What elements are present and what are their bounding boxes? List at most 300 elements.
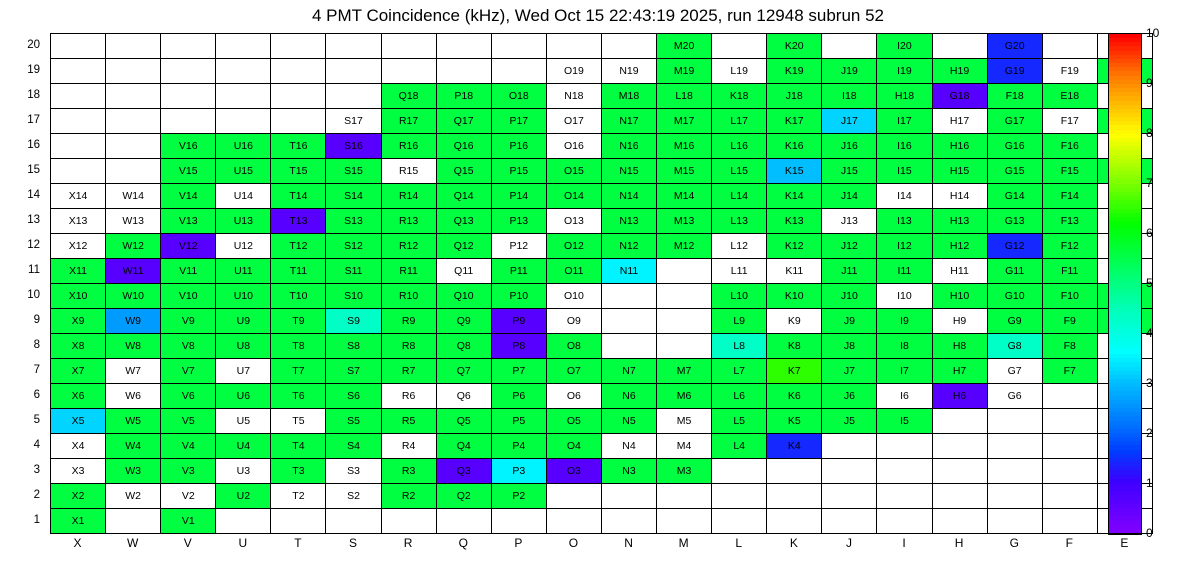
heatmap-cell: J18 xyxy=(767,84,822,109)
heatmap-cell-empty xyxy=(822,484,877,509)
heatmap-cell: X11 xyxy=(51,259,106,284)
heatmap-cell: F8 xyxy=(1043,334,1098,359)
heatmap-cell: M14 xyxy=(657,184,712,209)
heatmap-cell: F7 xyxy=(1043,359,1098,384)
colorbar-tick: 0 xyxy=(1146,526,1153,540)
heatmap-cell: M12 xyxy=(657,234,712,259)
heatmap-cell: P6 xyxy=(492,384,547,409)
heatmap-cell-empty xyxy=(51,134,106,159)
heatmap-cell: U10 xyxy=(216,284,271,309)
heatmap-cell: V12 xyxy=(161,234,216,259)
heatmap-cell-empty xyxy=(106,159,161,184)
heatmap-row xyxy=(51,234,1153,259)
heatmap-cell: S16 xyxy=(326,134,381,159)
heatmap-cell-empty xyxy=(106,509,161,534)
heatmap-cell: J6 xyxy=(822,384,877,409)
heatmap-cell: P14 xyxy=(492,184,547,209)
heatmap-cell: G13 xyxy=(988,209,1043,234)
heatmap-cell: O19 xyxy=(547,59,602,84)
heatmap-cell-empty xyxy=(988,409,1043,434)
heatmap-cell-empty xyxy=(216,84,271,109)
heatmap-cell: H11 xyxy=(933,259,988,284)
heatmap-cell: G19 xyxy=(988,59,1043,84)
heatmap-cell: P17 xyxy=(492,109,547,134)
heatmap-cell: V7 xyxy=(161,359,216,384)
heatmap-cell: G12 xyxy=(988,234,1043,259)
y-axis-tick: 1 xyxy=(33,514,40,526)
heatmap-cell: P13 xyxy=(492,209,547,234)
heatmap-cell: X10 xyxy=(51,284,106,309)
heatmap-cell: S7 xyxy=(326,359,381,384)
heatmap-cell: H18 xyxy=(877,84,932,109)
heatmap-cell-empty xyxy=(602,284,657,309)
heatmap-cell-empty xyxy=(988,459,1043,484)
heatmap-cell-empty xyxy=(933,509,988,534)
colorbar-tick: 5 xyxy=(1146,276,1153,290)
heatmap-cell: R7 xyxy=(382,359,437,384)
heatmap-cell-empty xyxy=(933,434,988,459)
heatmap-cell-empty xyxy=(602,334,657,359)
x-axis-tick: E xyxy=(1120,536,1129,550)
heatmap-cell: M19 xyxy=(657,59,712,84)
heatmap-cell: N11 xyxy=(602,259,657,284)
heatmap-cell-empty xyxy=(161,59,216,84)
heatmap-cell: T16 xyxy=(271,134,326,159)
heatmap-cell: L6 xyxy=(712,384,767,409)
heatmap-cell: J9 xyxy=(822,309,877,334)
colorbar-ticks xyxy=(1142,26,1182,540)
heatmap-cell: L7 xyxy=(712,359,767,384)
heatmap-cell: S15 xyxy=(326,159,381,184)
heatmap-cell: K20 xyxy=(767,34,822,59)
heatmap-cell: L9 xyxy=(712,309,767,334)
heatmap-cell-empty xyxy=(657,284,712,309)
heatmap-cell: J19 xyxy=(822,59,877,84)
heatmap-cell: I16 xyxy=(877,134,932,159)
heatmap-cell-empty xyxy=(1043,384,1098,409)
heatmap-cell: J11 xyxy=(822,259,877,284)
heatmap-cell: H12 xyxy=(933,234,988,259)
heatmap-cell: Q11 xyxy=(437,259,492,284)
heatmap-cell: T13 xyxy=(271,209,326,234)
heatmap-cell: U15 xyxy=(216,159,271,184)
heatmap-cell-empty xyxy=(492,34,547,59)
heatmap-cell-empty xyxy=(382,34,437,59)
x-axis-tick: H xyxy=(954,536,964,550)
heatmap-cell: N13 xyxy=(602,209,657,234)
y-axis-tick: 2 xyxy=(33,489,40,501)
heatmap-cell-empty xyxy=(271,509,326,534)
colorbar-tick: 6 xyxy=(1146,226,1153,240)
heatmap-cell: X12 xyxy=(51,234,106,259)
heatmap-cell-empty xyxy=(271,34,326,59)
colorbar-tick: 4 xyxy=(1146,326,1153,340)
heatmap-row xyxy=(51,34,1153,59)
colorbar-tick: 7 xyxy=(1146,176,1153,190)
heatmap-cell: V3 xyxy=(161,459,216,484)
x-axis-tick: I xyxy=(902,536,906,550)
heatmap-cell-empty xyxy=(106,109,161,134)
heatmap-cell: U16 xyxy=(216,134,271,159)
heatmap-cell: U3 xyxy=(216,459,271,484)
heatmap-cell: N14 xyxy=(602,184,657,209)
heatmap-cell: Q10 xyxy=(437,284,492,309)
heatmap-cell-empty xyxy=(437,59,492,84)
heatmap-cell: G14 xyxy=(988,184,1043,209)
heatmap-cell: F13 xyxy=(1043,209,1098,234)
heatmap-cell-empty xyxy=(988,509,1043,534)
heatmap-cell: V15 xyxy=(161,159,216,184)
heatmap-cell: M4 xyxy=(657,434,712,459)
heatmap-cell: R15 xyxy=(382,159,437,184)
heatmap-cell: L15 xyxy=(712,159,767,184)
heatmap-cell: L12 xyxy=(712,234,767,259)
heatmap-cell-empty xyxy=(1043,509,1098,534)
heatmap-cell-empty xyxy=(988,484,1043,509)
x-axis-tick: R xyxy=(403,536,413,550)
heatmap-cell: J7 xyxy=(822,359,877,384)
heatmap-cell: F11 xyxy=(1043,259,1098,284)
heatmap-cell: N3 xyxy=(602,459,657,484)
x-axis-tick: T xyxy=(294,536,302,550)
heatmap-cell: R3 xyxy=(382,459,437,484)
heatmap-cell: S10 xyxy=(326,284,381,309)
heatmap-cell-empty xyxy=(326,34,381,59)
heatmap-cell: V1 xyxy=(161,509,216,534)
heatmap-cell: I9 xyxy=(877,309,932,334)
heatmap-cell: O11 xyxy=(547,259,602,284)
heatmap-cell: L14 xyxy=(712,184,767,209)
heatmap-cell-empty xyxy=(1043,34,1098,59)
colorbar-tick: 2 xyxy=(1146,426,1153,440)
heatmap-cell: N12 xyxy=(602,234,657,259)
heatmap-cell: H7 xyxy=(933,359,988,384)
heatmap-cell: F18 xyxy=(988,84,1043,109)
heatmap-cell-empty xyxy=(822,434,877,459)
heatmap-cell: P5 xyxy=(492,409,547,434)
heatmap-cell: H14 xyxy=(933,184,988,209)
x-axis-tick: Q xyxy=(458,536,468,550)
y-axis-labels xyxy=(0,33,44,533)
heatmap-cell: Q17 xyxy=(437,109,492,134)
heatmap-cell-empty xyxy=(822,509,877,534)
heatmap-cell: I12 xyxy=(877,234,932,259)
x-axis-tick: L xyxy=(735,536,743,550)
heatmap-cell: L17 xyxy=(712,109,767,134)
heatmap-cell-empty xyxy=(602,509,657,534)
heatmap-cell: W6 xyxy=(106,384,161,409)
heatmap-cell: M18 xyxy=(602,84,657,109)
heatmap-cell-empty xyxy=(437,509,492,534)
heatmap-cell: Q3 xyxy=(437,459,492,484)
heatmap-cell-empty xyxy=(271,59,326,84)
heatmap-cell-empty xyxy=(877,484,932,509)
heatmap-cell: M16 xyxy=(657,134,712,159)
heatmap-plot-area xyxy=(50,33,1098,533)
heatmap-cell: T12 xyxy=(271,234,326,259)
heatmap-cell: Q9 xyxy=(437,309,492,334)
colorbar-tick: 1 xyxy=(1146,476,1153,490)
heatmap-cell: G10 xyxy=(988,284,1043,309)
heatmap-cell: K15 xyxy=(767,159,822,184)
heatmap-cell: I17 xyxy=(877,109,932,134)
heatmap-cell: G6 xyxy=(988,384,1043,409)
heatmap-cell-empty xyxy=(51,34,106,59)
heatmap-cell: T14 xyxy=(271,184,326,209)
heatmap-cell: O18 xyxy=(492,84,547,109)
heatmap-cell: X7 xyxy=(51,359,106,384)
y-axis-tick: 12 xyxy=(27,239,40,251)
heatmap-cell: K13 xyxy=(767,209,822,234)
heatmap-cell-empty xyxy=(216,509,271,534)
heatmap-cell: F10 xyxy=(1043,284,1098,309)
heatmap-cell: G18 xyxy=(933,84,988,109)
heatmap-cell-empty xyxy=(382,509,437,534)
heatmap-cell: J13 xyxy=(822,209,877,234)
heatmap-cell: R5 xyxy=(382,409,437,434)
heatmap-cell-empty xyxy=(712,509,767,534)
heatmap-cell: S11 xyxy=(326,259,381,284)
heatmap-cell: H19 xyxy=(933,59,988,84)
heatmap-cell: S12 xyxy=(326,234,381,259)
x-axis-tick: P xyxy=(514,536,523,550)
heatmap-cell-empty xyxy=(161,109,216,134)
heatmap-cell: O3 xyxy=(547,459,602,484)
y-axis-tick: 18 xyxy=(27,89,40,101)
heatmap-cell: Q4 xyxy=(437,434,492,459)
heatmap-cell-empty xyxy=(326,509,381,534)
heatmap-cell: T10 xyxy=(271,284,326,309)
heatmap-cell: K10 xyxy=(767,284,822,309)
heatmap-cell: H17 xyxy=(933,109,988,134)
x-axis-tick: S xyxy=(349,536,358,550)
colorbar-tick: 8 xyxy=(1146,126,1153,140)
heatmap-cell: O14 xyxy=(547,184,602,209)
heatmap-cell: R17 xyxy=(382,109,437,134)
heatmap-cell: L4 xyxy=(712,434,767,459)
heatmap-cell: P8 xyxy=(492,334,547,359)
heatmap-cell-empty xyxy=(492,509,547,534)
heatmap-cell: Q6 xyxy=(437,384,492,409)
heatmap-cell: V10 xyxy=(161,284,216,309)
heatmap-cell: Q5 xyxy=(437,409,492,434)
heatmap-cell: Q18 xyxy=(382,84,437,109)
heatmap-cell: I18 xyxy=(822,84,877,109)
y-axis-tick: 20 xyxy=(27,39,40,51)
y-axis-tick: 4 xyxy=(33,439,40,451)
heatmap-row xyxy=(51,484,1153,509)
heatmap-cell: R13 xyxy=(382,209,437,234)
heatmap-cell: G20 xyxy=(988,34,1043,59)
heatmap-cell-empty xyxy=(547,509,602,534)
heatmap-cell: J17 xyxy=(822,109,877,134)
heatmap-cell: R10 xyxy=(382,284,437,309)
heatmap-cell-empty xyxy=(216,59,271,84)
heatmap-cell: H13 xyxy=(933,209,988,234)
heatmap-cell: K8 xyxy=(767,334,822,359)
heatmap-grid xyxy=(50,33,1153,534)
heatmap-cell: W11 xyxy=(106,259,161,284)
y-axis-tick: 15 xyxy=(27,164,40,176)
heatmap-cell-empty xyxy=(657,309,712,334)
heatmap-row xyxy=(51,309,1153,334)
heatmap-row xyxy=(51,184,1153,209)
heatmap-cell: P10 xyxy=(492,284,547,309)
heatmap-cell: I19 xyxy=(877,59,932,84)
heatmap-cell: V11 xyxy=(161,259,216,284)
heatmap-cell: R4 xyxy=(382,434,437,459)
heatmap-cell: S13 xyxy=(326,209,381,234)
heatmap-cell-empty xyxy=(877,509,932,534)
heatmap-cell: K14 xyxy=(767,184,822,209)
heatmap-cell: F15 xyxy=(1043,159,1098,184)
heatmap-row xyxy=(51,409,1153,434)
heatmap-cell: V9 xyxy=(161,309,216,334)
heatmap-cell: P9 xyxy=(492,309,547,334)
heatmap-cell: H15 xyxy=(933,159,988,184)
heatmap-row xyxy=(51,259,1153,284)
heatmap-cell-empty xyxy=(822,34,877,59)
heatmap-row xyxy=(51,84,1153,109)
heatmap-cell: S2 xyxy=(326,484,381,509)
heatmap-cell: U4 xyxy=(216,434,271,459)
heatmap-cell: O6 xyxy=(547,384,602,409)
heatmap-cell: S9 xyxy=(326,309,381,334)
heatmap-cell: U7 xyxy=(216,359,271,384)
heatmap-cell: P4 xyxy=(492,434,547,459)
heatmap-cell: K18 xyxy=(712,84,767,109)
heatmap-cell-empty xyxy=(547,34,602,59)
heatmap-cell: V14 xyxy=(161,184,216,209)
heatmap-cell: K11 xyxy=(767,259,822,284)
heatmap-cell: Q8 xyxy=(437,334,492,359)
heatmap-cell-empty xyxy=(161,84,216,109)
heatmap-cell: M17 xyxy=(657,109,712,134)
heatmap-cell: P7 xyxy=(492,359,547,384)
heatmap-cell: O8 xyxy=(547,334,602,359)
heatmap-cell: O16 xyxy=(547,134,602,159)
heatmap-cell: N15 xyxy=(602,159,657,184)
heatmap-cell-empty xyxy=(767,509,822,534)
heatmap-cell: S5 xyxy=(326,409,381,434)
heatmap-cell: O7 xyxy=(547,359,602,384)
heatmap-cell: M20 xyxy=(657,34,712,59)
heatmap-cell: G11 xyxy=(988,259,1043,284)
heatmap-cell: L18 xyxy=(657,84,712,109)
heatmap-cell-empty xyxy=(106,84,161,109)
y-axis-tick: 9 xyxy=(33,314,40,326)
heatmap-cell-empty xyxy=(51,59,106,84)
heatmap-cell-empty xyxy=(877,434,932,459)
heatmap-cell: N19 xyxy=(602,59,657,84)
heatmap-cell-empty xyxy=(1043,484,1098,509)
heatmap-cell: W8 xyxy=(106,334,161,359)
heatmap-cell: N4 xyxy=(602,434,657,459)
heatmap-cell: K7 xyxy=(767,359,822,384)
heatmap-cell: X14 xyxy=(51,184,106,209)
heatmap-cell: N18 xyxy=(547,84,602,109)
colorbar-tick: 9 xyxy=(1146,76,1153,90)
heatmap-cell: O13 xyxy=(547,209,602,234)
heatmap-cell-empty xyxy=(712,34,767,59)
heatmap-cell-empty xyxy=(657,509,712,534)
heatmap-row xyxy=(51,284,1153,309)
heatmap-cell: P15 xyxy=(492,159,547,184)
heatmap-row xyxy=(51,134,1153,159)
heatmap-cell: T6 xyxy=(271,384,326,409)
heatmap-cell: S6 xyxy=(326,384,381,409)
heatmap-cell: P12 xyxy=(492,234,547,259)
heatmap-cell: V5 xyxy=(161,409,216,434)
y-axis-tick: 5 xyxy=(33,414,40,426)
heatmap-cell: Q16 xyxy=(437,134,492,159)
heatmap-cell-empty xyxy=(326,59,381,84)
heatmap-cell: I20 xyxy=(877,34,932,59)
heatmap-cell: U6 xyxy=(216,384,271,409)
heatmap-cell: O10 xyxy=(547,284,602,309)
heatmap-cell-empty xyxy=(933,484,988,509)
heatmap-cell-empty xyxy=(712,484,767,509)
heatmap-cell: H10 xyxy=(933,284,988,309)
chart-title: 4 PMT Coincidence (kHz), Wed Oct 15 22:43:19 2025, run 12948 subrun 52 xyxy=(311,6,885,25)
heatmap-cell-empty xyxy=(51,84,106,109)
heatmap-cell: H6 xyxy=(933,384,988,409)
heatmap-cell: W9 xyxy=(106,309,161,334)
heatmap-row xyxy=(51,509,1153,534)
heatmap-cell: M7 xyxy=(657,359,712,384)
heatmap-cell: R11 xyxy=(382,259,437,284)
heatmap-cell-empty xyxy=(988,434,1043,459)
heatmap-cell: N5 xyxy=(602,409,657,434)
x-axis-tick: N xyxy=(624,536,633,550)
heatmap-cell: Q2 xyxy=(437,484,492,509)
heatmap-cell-empty xyxy=(712,459,767,484)
heatmap-cell: G15 xyxy=(988,159,1043,184)
heatmap-cell: V6 xyxy=(161,384,216,409)
heatmap-row xyxy=(51,109,1153,134)
heatmap-cell-empty xyxy=(271,109,326,134)
heatmap-row xyxy=(51,459,1153,484)
heatmap-cell: I10 xyxy=(877,284,932,309)
heatmap-cell: X2 xyxy=(51,484,106,509)
heatmap-cell: P18 xyxy=(437,84,492,109)
y-axis-tick: 16 xyxy=(27,139,40,151)
heatmap-cell: Q15 xyxy=(437,159,492,184)
colorbar-tick: 3 xyxy=(1146,376,1153,390)
heatmap-cell: R2 xyxy=(382,484,437,509)
heatmap-cell-empty xyxy=(161,34,216,59)
heatmap-cell-empty xyxy=(657,484,712,509)
x-axis-tick: J xyxy=(845,536,852,550)
heatmap-cell-empty xyxy=(106,134,161,159)
heatmap-cell-empty xyxy=(933,459,988,484)
heatmap-cell: R12 xyxy=(382,234,437,259)
heatmap-cell: H16 xyxy=(933,134,988,159)
heatmap-cell: I14 xyxy=(877,184,932,209)
y-axis-tick: 6 xyxy=(33,389,40,401)
x-axis-tick: V xyxy=(183,536,192,550)
heatmap-cell: I6 xyxy=(877,384,932,409)
heatmap-cell: G9 xyxy=(988,309,1043,334)
heatmap-cell-empty xyxy=(1043,409,1098,434)
heatmap-cell: K6 xyxy=(767,384,822,409)
x-axis-tick: M xyxy=(678,536,689,550)
heatmap-cell: K9 xyxy=(767,309,822,334)
heatmap-cell: X6 xyxy=(51,384,106,409)
heatmap-cell: L19 xyxy=(712,59,767,84)
heatmap-cell-empty xyxy=(51,109,106,134)
heatmap-cell: P2 xyxy=(492,484,547,509)
